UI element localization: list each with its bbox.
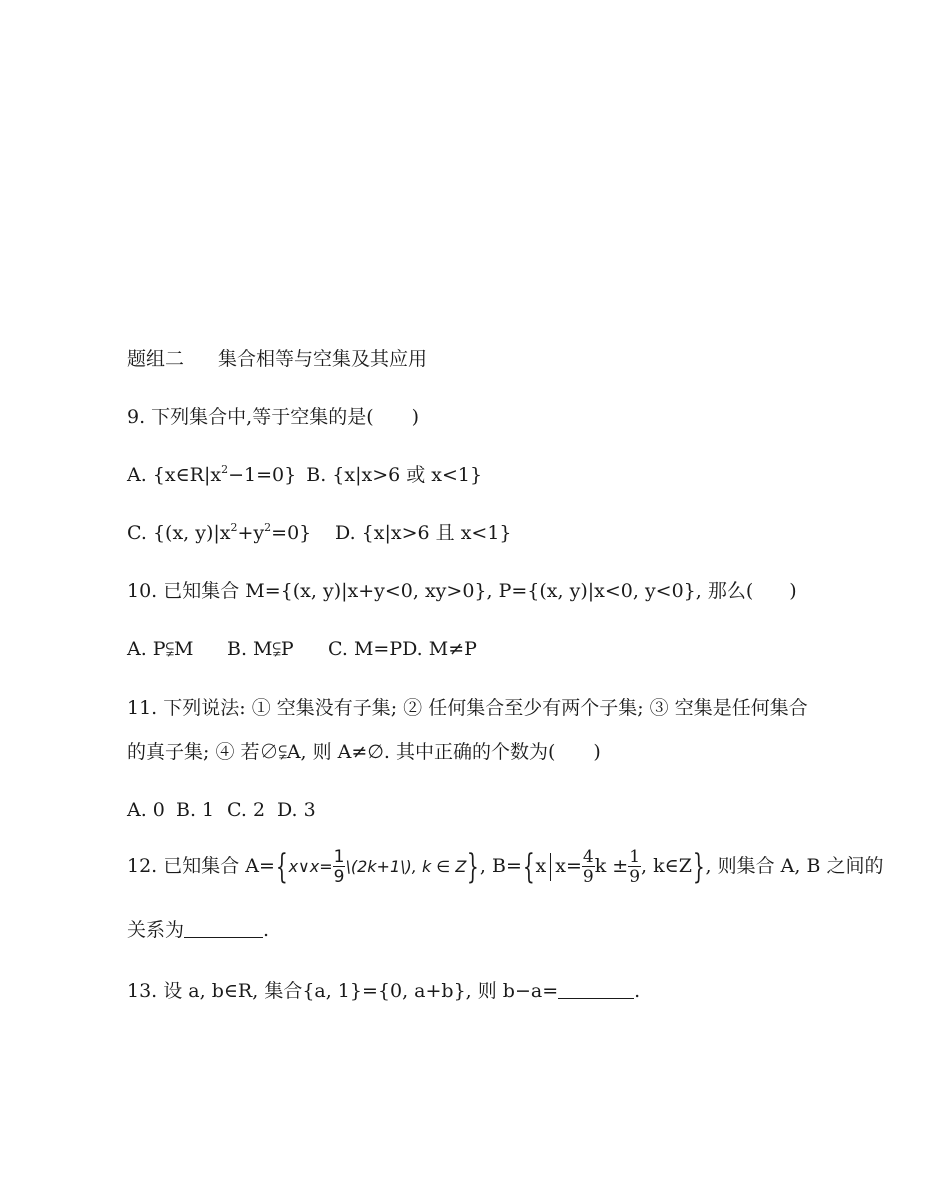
question-10-stem: [127, 579, 797, 603]
q11-option-d: D. 3: [277, 799, 316, 821]
q11-option-c: C. 2: [227, 799, 266, 821]
question-11-line2: [127, 740, 601, 764]
set-b-post: , k∈Z: [641, 855, 692, 877]
set-a-close-brace: }: [467, 847, 480, 887]
question-11-options: [127, 798, 316, 822]
set-a-fraction-den: 9: [333, 866, 345, 887]
q10-close-paren: ): [789, 580, 797, 602]
q12-stem-pre: 12. 已知集合 A=: [127, 855, 275, 877]
q9-option-c-exp1: 2: [230, 521, 238, 534]
set-b-fraction-2-den: 9: [629, 866, 641, 887]
q11-option-b: B. 1: [176, 799, 215, 821]
question-12-line1: [127, 846, 883, 887]
set-b-separator: [550, 853, 551, 881]
q12-tail: , 则集合 A, B 之间的: [705, 855, 884, 877]
q10-option-b: B. M⫋P: [227, 638, 294, 660]
set-a-open-brace: {: [275, 847, 288, 887]
q11-line2-text: 的真子集; ④ 若∅⫋A, 则 A≠∅. 其中正确的个数为(: [127, 741, 556, 763]
q9-option-a-pre: A. {x∈R|x: [127, 464, 222, 486]
q9-option-a-exp: 2: [221, 463, 229, 476]
set-b-eq: x=: [555, 855, 582, 877]
section-title-text: 集合相等与空集及其应用: [218, 348, 428, 370]
q9-option-d: D. {x|x>6 且 x<1}: [335, 522, 512, 544]
question-11-line1: 11. 下列说法: ① 空集没有子集; ② 任何集合至少有两个子集; ③ 空集是任何集合: [127, 697, 808, 719]
q10-stem-text: 10. 已知集合 M={(x, y)|x+y<0, xy>0}, P={(x, y)|x<0, y<0}, 那么(: [127, 580, 754, 602]
question-12-line2: [127, 918, 269, 942]
q12-line2-end: .: [263, 919, 270, 941]
q12-line2-text: 关系为: [127, 919, 185, 941]
question-9-options-cd: [127, 521, 512, 545]
q13-answer-blank[interactable]: [558, 980, 634, 999]
set-b-open-brace: {: [522, 847, 535, 887]
set-a-expr-pre: x∨x=: [288, 857, 333, 876]
set-b-fraction-1-den: 9: [582, 866, 594, 887]
set-a-fraction: [333, 846, 346, 887]
set-b-fraction-1-num: 4: [582, 846, 594, 867]
q13-text: 13. 设 a, b∈R, 集合{a, 1}={0, a+b}, 则 b−a=: [127, 980, 559, 1002]
q9-option-a: [127, 464, 296, 486]
set-b-var: x: [535, 855, 547, 877]
set-b-fraction-1: [582, 846, 595, 887]
q11-close-paren: ): [593, 741, 601, 763]
q13-end: .: [634, 980, 641, 1002]
set-a-expr-post: \(2k+1\), k ∈ Z: [345, 857, 467, 876]
q9-option-c-pre: C. {(x, y)|x: [127, 522, 231, 544]
set-a-fraction-num: 1: [333, 846, 345, 867]
q9-stem-text: 9. 下列集合中,等于空集的是(: [127, 406, 374, 428]
q12-answer-blank[interactable]: [184, 919, 263, 938]
question-10-options: [127, 637, 477, 661]
q9-option-c: [127, 521, 329, 545]
q10-option-cd: C. M=PD. M≠P: [328, 638, 477, 660]
set-b-fraction-2-num: 1: [629, 846, 641, 867]
q11-option-a: A. 0: [127, 799, 165, 821]
q9-option-c-mid: +y: [237, 522, 265, 544]
section-title: [127, 347, 427, 371]
q12-mid: , B=: [479, 855, 522, 877]
set-b-mid: k ±: [594, 855, 629, 877]
q9-close-paren: ): [411, 406, 420, 428]
set-b-close-brace: }: [692, 847, 705, 887]
q9-option-c-post: =0}: [271, 522, 312, 544]
q9-option-c-exp2: 2: [264, 521, 272, 534]
q10-option-a: A. P⫋M: [127, 638, 194, 660]
question-13: [127, 979, 640, 1003]
set-b-fraction-2: [628, 846, 641, 887]
q9-option-a-post: −1=0}: [228, 464, 297, 486]
q9-option-b: B. {x|x>6 或 x<1}: [306, 464, 483, 486]
question-9-stem: [127, 405, 419, 429]
section-title-prefix: 题组二: [127, 348, 185, 370]
question-9-options-ab: [127, 463, 482, 487]
